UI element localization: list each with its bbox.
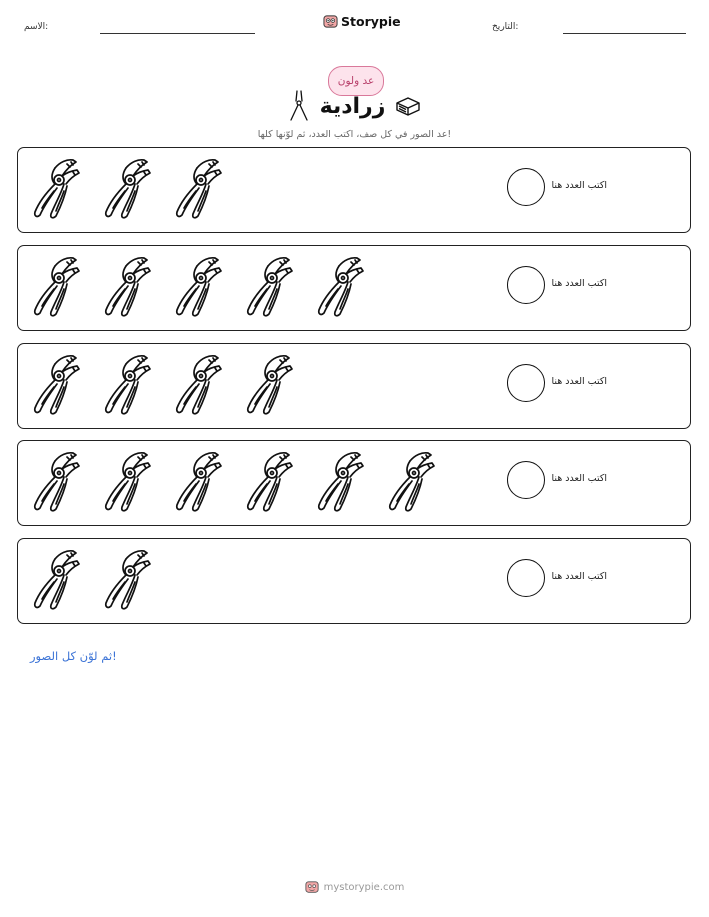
pliers-icon (242, 254, 298, 318)
counting-row (17, 538, 691, 624)
counting-row (17, 343, 691, 429)
pliers-icon (171, 156, 227, 220)
pliers-icon (171, 352, 227, 416)
pliers-icon (171, 254, 227, 318)
answer-label: اكتب العدد هنا (551, 473, 607, 484)
counting-row (17, 147, 691, 233)
pliers-icon (100, 352, 156, 416)
pliers-icon (100, 254, 156, 318)
storypie-mascot-icon (323, 14, 338, 29)
pliers-icon (29, 449, 85, 513)
storypie-mascot-icon (305, 880, 319, 894)
pliers-icon (171, 449, 227, 513)
pliers-icon (242, 352, 298, 416)
name-line[interactable] (100, 33, 255, 34)
answer-label: اكتب العدد هنا (551, 376, 607, 387)
site-footer (0, 880, 709, 894)
pliers-icon (29, 352, 85, 416)
date-line[interactable] (563, 33, 686, 34)
footer-note: ثم لوّن كل الصور! (30, 649, 117, 663)
counting-row (17, 245, 691, 331)
date-label: التاريخ: (492, 22, 519, 32)
answer-circle[interactable] (507, 168, 545, 206)
pliers-icon (100, 547, 156, 611)
pliers-icon (288, 89, 310, 123)
title-row (0, 88, 709, 124)
instruction-text: عد الصور في كل صف، اكتب العدد، ثم لوّنها كلها! (257, 129, 452, 140)
answer-circle[interactable] (507, 266, 545, 304)
activity-badge-label: عد ولون (337, 75, 375, 87)
pliers-icon (242, 449, 298, 513)
book-icon (395, 95, 421, 117)
pliers-icon (313, 449, 369, 513)
pliers-icon (384, 449, 440, 513)
pliers-icon (29, 254, 85, 318)
answer-circle[interactable] (507, 364, 545, 402)
pliers-icon (29, 156, 85, 220)
brand-logo (323, 14, 401, 29)
answer-circle[interactable] (507, 461, 545, 499)
answer-label: اكتب العدد هنا (551, 571, 607, 582)
pliers-icon (100, 449, 156, 513)
site-url: mystorypie.com (323, 881, 405, 893)
page-title: زرادية (319, 93, 386, 119)
pliers-icon (100, 156, 156, 220)
answer-circle[interactable] (507, 559, 545, 597)
counting-row (17, 440, 691, 526)
brand-name: Storypie (341, 14, 401, 29)
pliers-icon (313, 254, 369, 318)
answer-label: اكتب العدد هنا (551, 278, 607, 289)
pliers-icon (29, 547, 85, 611)
name-label: الاسم: (24, 22, 49, 32)
answer-label: اكتب العدد هنا (551, 180, 607, 191)
